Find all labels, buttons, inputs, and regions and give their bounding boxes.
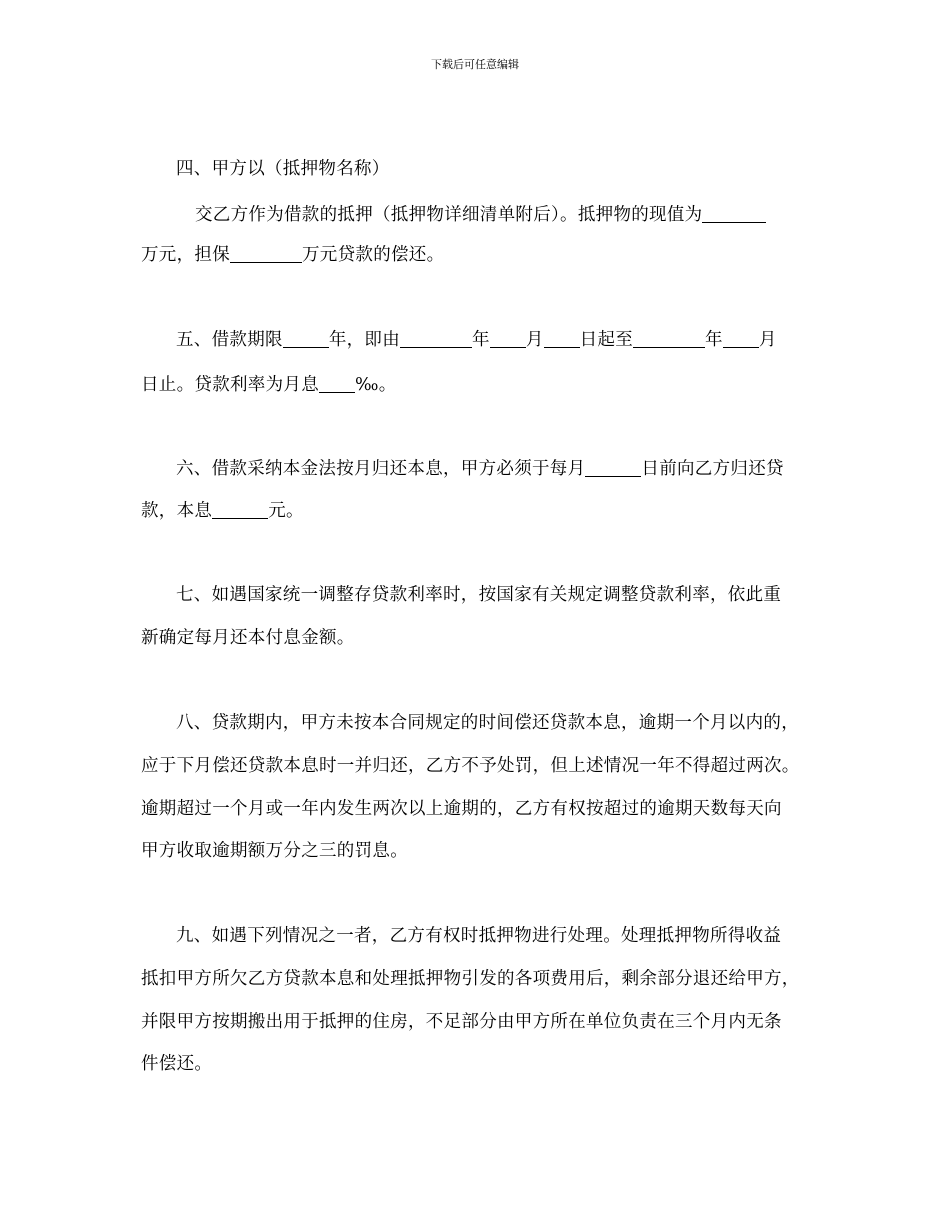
- clause-5-line-1: [176, 326, 777, 351]
- clause-5-line-2: [141, 371, 397, 396]
- clause-8-line-3: 逾期超过一个月或一年内发生两次以上逾期的，乙方有权按超过的逾期天数每天向: [141, 799, 782, 819]
- clause-6-text: 元。: [268, 501, 304, 521]
- end-year-blank: [633, 329, 705, 348]
- clause-6-line-2: [141, 497, 304, 522]
- start-day-blank: [544, 329, 580, 348]
- clause-5-text: ‰。: [355, 375, 397, 395]
- value-blank: [702, 204, 766, 223]
- interest-rate-blank: [319, 374, 355, 393]
- clause-9-line-1: 九、如遇下列情况之一者，乙方有权时抵押物进行处理。处理抵押物所得收益: [176, 926, 782, 946]
- clause-8-line-1: 八、贷款期内，甲方未按本合同规定的时间偿还贷款本息，逾期一个月以内的，: [176, 713, 799, 733]
- installment-amount-blank: [212, 500, 268, 519]
- page-header: 下载后可任意编辑: [431, 58, 519, 71]
- clause-4-text: 万元贷款的偿还。: [302, 245, 445, 265]
- clause-5-text: 年: [705, 330, 723, 350]
- clause-9-line-2: 抵扣甲方所欠乙方贷款本息和处理抵押物引发的各项费用后，剩余部分退还给甲方，: [141, 969, 800, 989]
- clause-8-line-2: 应于下月偿还贷款本息时一并归还，乙方不予处罚，但上述情况一年不得超过两次。: [141, 756, 800, 776]
- clause-4-line-3: [141, 241, 444, 266]
- clause-5-text: 日止。贷款利率为月息: [141, 375, 319, 395]
- clause-6-text: 款，本息: [141, 501, 213, 521]
- start-year-blank: [400, 329, 472, 348]
- clause-5-text: 五、借款期限: [176, 330, 283, 350]
- clause-7-line-1: 七、如遇国家统一调整存贷款利率时，按国家有关规定调整贷款利率，依此重: [176, 585, 782, 605]
- clause-5-text: 月: [758, 330, 777, 350]
- end-month-blank: [723, 329, 759, 348]
- clause-4-line-1: [176, 155, 390, 180]
- amount-blank: [230, 244, 302, 263]
- clause-9-line-3: 并限甲方按期搬出用于抵押的住房，不足部分由甲方所在单位负责在三个月内无条: [141, 1012, 782, 1032]
- clause-6-line-1: [176, 455, 784, 480]
- repay-day-blank: [585, 458, 641, 477]
- term-years-blank: [283, 329, 329, 348]
- clause-7-line-2: 新确定每月还本付息金额。: [141, 628, 355, 648]
- clause-5-text: 月: [525, 330, 544, 350]
- clause-4-line-2: [195, 201, 766, 226]
- clause-6-text: 六、借款采纳本金法按月归还本息，甲方必须于每月: [176, 459, 586, 479]
- clause-4-text: 万元，担保: [141, 245, 230, 265]
- clause-5-text: 日起至: [579, 330, 634, 350]
- clause-4-text: 交乙方作为借款的抵押（抵押物详细清单附后）。抵押物的现值为: [195, 205, 703, 225]
- start-month-blank: [490, 329, 526, 348]
- clause-5-text: 年，即由: [328, 330, 401, 350]
- clause-9-line-4: 件偿还。: [141, 1054, 213, 1074]
- clause-4-text: 四、甲方以（抵押物名称）: [176, 159, 390, 179]
- clause-8-line-4: 甲方收取逾期额万分之三的罚息。: [141, 841, 408, 861]
- clause-5-text: 年: [472, 330, 490, 350]
- clause-6-text: 日前向乙方归还贷: [641, 459, 784, 479]
